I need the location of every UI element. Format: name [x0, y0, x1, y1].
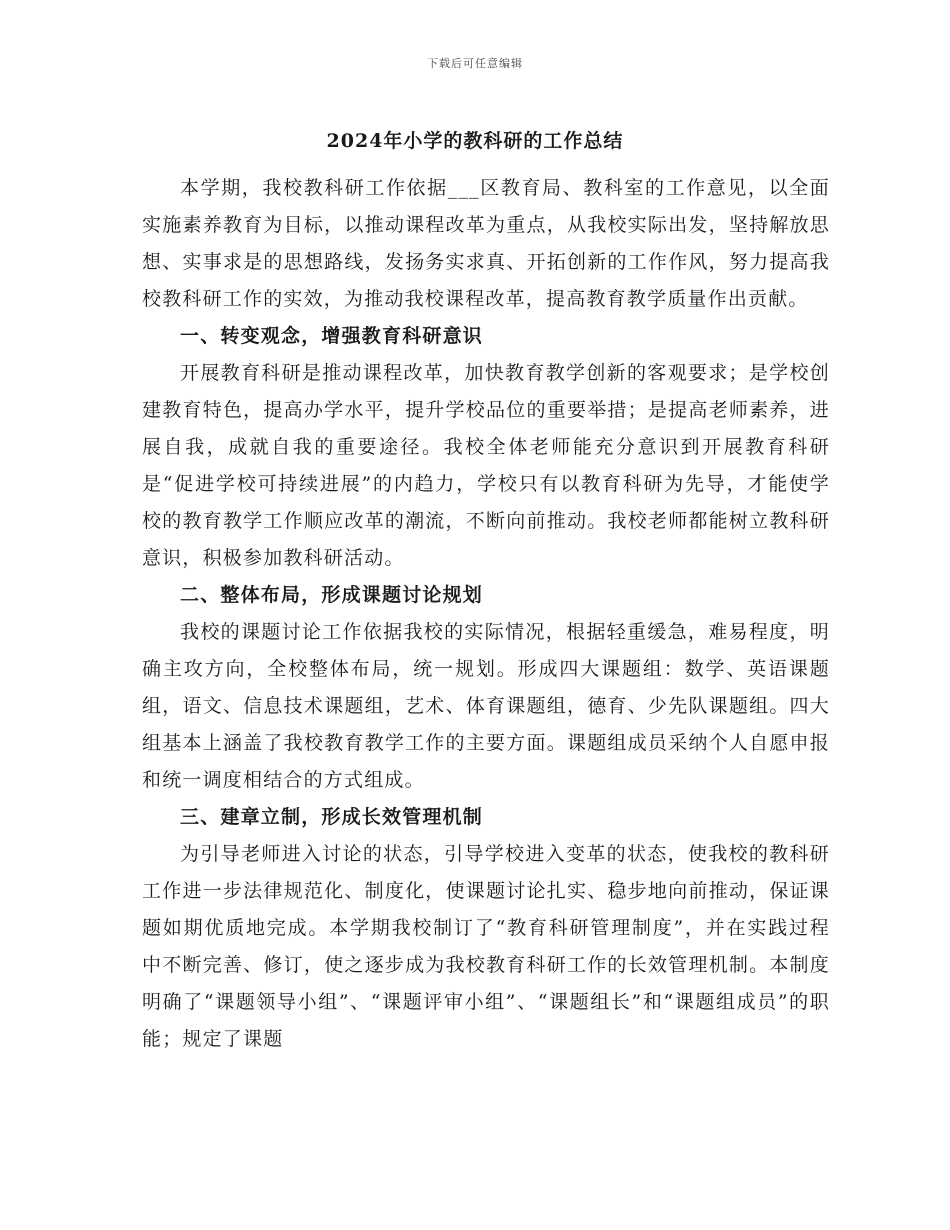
page-header-note: 下载后可任意编辑	[427, 57, 523, 70]
section-heading-3: 三、建章立制，形成长效管理机制	[180, 806, 484, 828]
section-paragraph-1: 开展教育科研是推动课程改革，加快教育教学创新的客观要求；是学校创建教育特色，提高办学水平，提升学校品位的重要举措；是提高老师素养，进展自我，成就自我的重要途径。我校全体老师能充分意识到开展教育科研是“促进学校可持续进展”的内趋力，学校只有以教育科研为先导，才能使学校的教育教学工作顺应改革的潮流，不断向前推动。我校老师都能树立教科研意识，积极参加教科研活动。	[142, 362, 830, 569]
section-paragraph-2: 我校的课题讨论工作依据我校的实际情况，根据轻重缓急，难易程度，明确主攻方向，全校整体布局，统一规划。形成四大课题组：数学、英语课题组，语文、信息技术课题组，艺术、体育课题组，德育、少先队课题组。四大组基本上涵盖了我校教育教学工作的主要方面。课题组成员采纳个人自愿申报和统一调度相结合的方式组成。	[142, 621, 830, 791]
section-heading-1: 一、转变观念，增强教育科研意识	[180, 325, 484, 347]
section-heading-2: 二、整体布局，形成课题讨论规划	[180, 584, 484, 606]
intro-paragraph: 本学期，我校教科研工作依据___区教育局、教科室的工作意见，以全面实施素养教育为目标，以推动课程改革为重点，从我校实际出发，坚持解放思想、实事求是的思想路线，发扬务实求真、开拓创新的工作作风，努力提高我校教科研工作的实效，为推动我校课程改革，提高教育教学质量作出贡献。	[142, 177, 830, 310]
document-body	[142, 170, 830, 1058]
section-paragraph-3: 为引导老师进入讨论的状态，引导学校进入变革的状态，使我校的教科研工作进一步法律规范化、制度化，使课题讨论扎实、稳步地向前推动，保证课题如期优质地完成。本学期我校制订了“教育科研管理制度”，并在实践过程中不断完善、修订，使之逐步成为我校教育科研工作的长效管理机制。本制度明确了“课题领导小组”、“课题评审小组”、“课题组长”和“课题组成员”的职能；规定了课题	[142, 843, 830, 1050]
document-title: 2024年小学的教科研的工作总结	[326, 130, 624, 152]
